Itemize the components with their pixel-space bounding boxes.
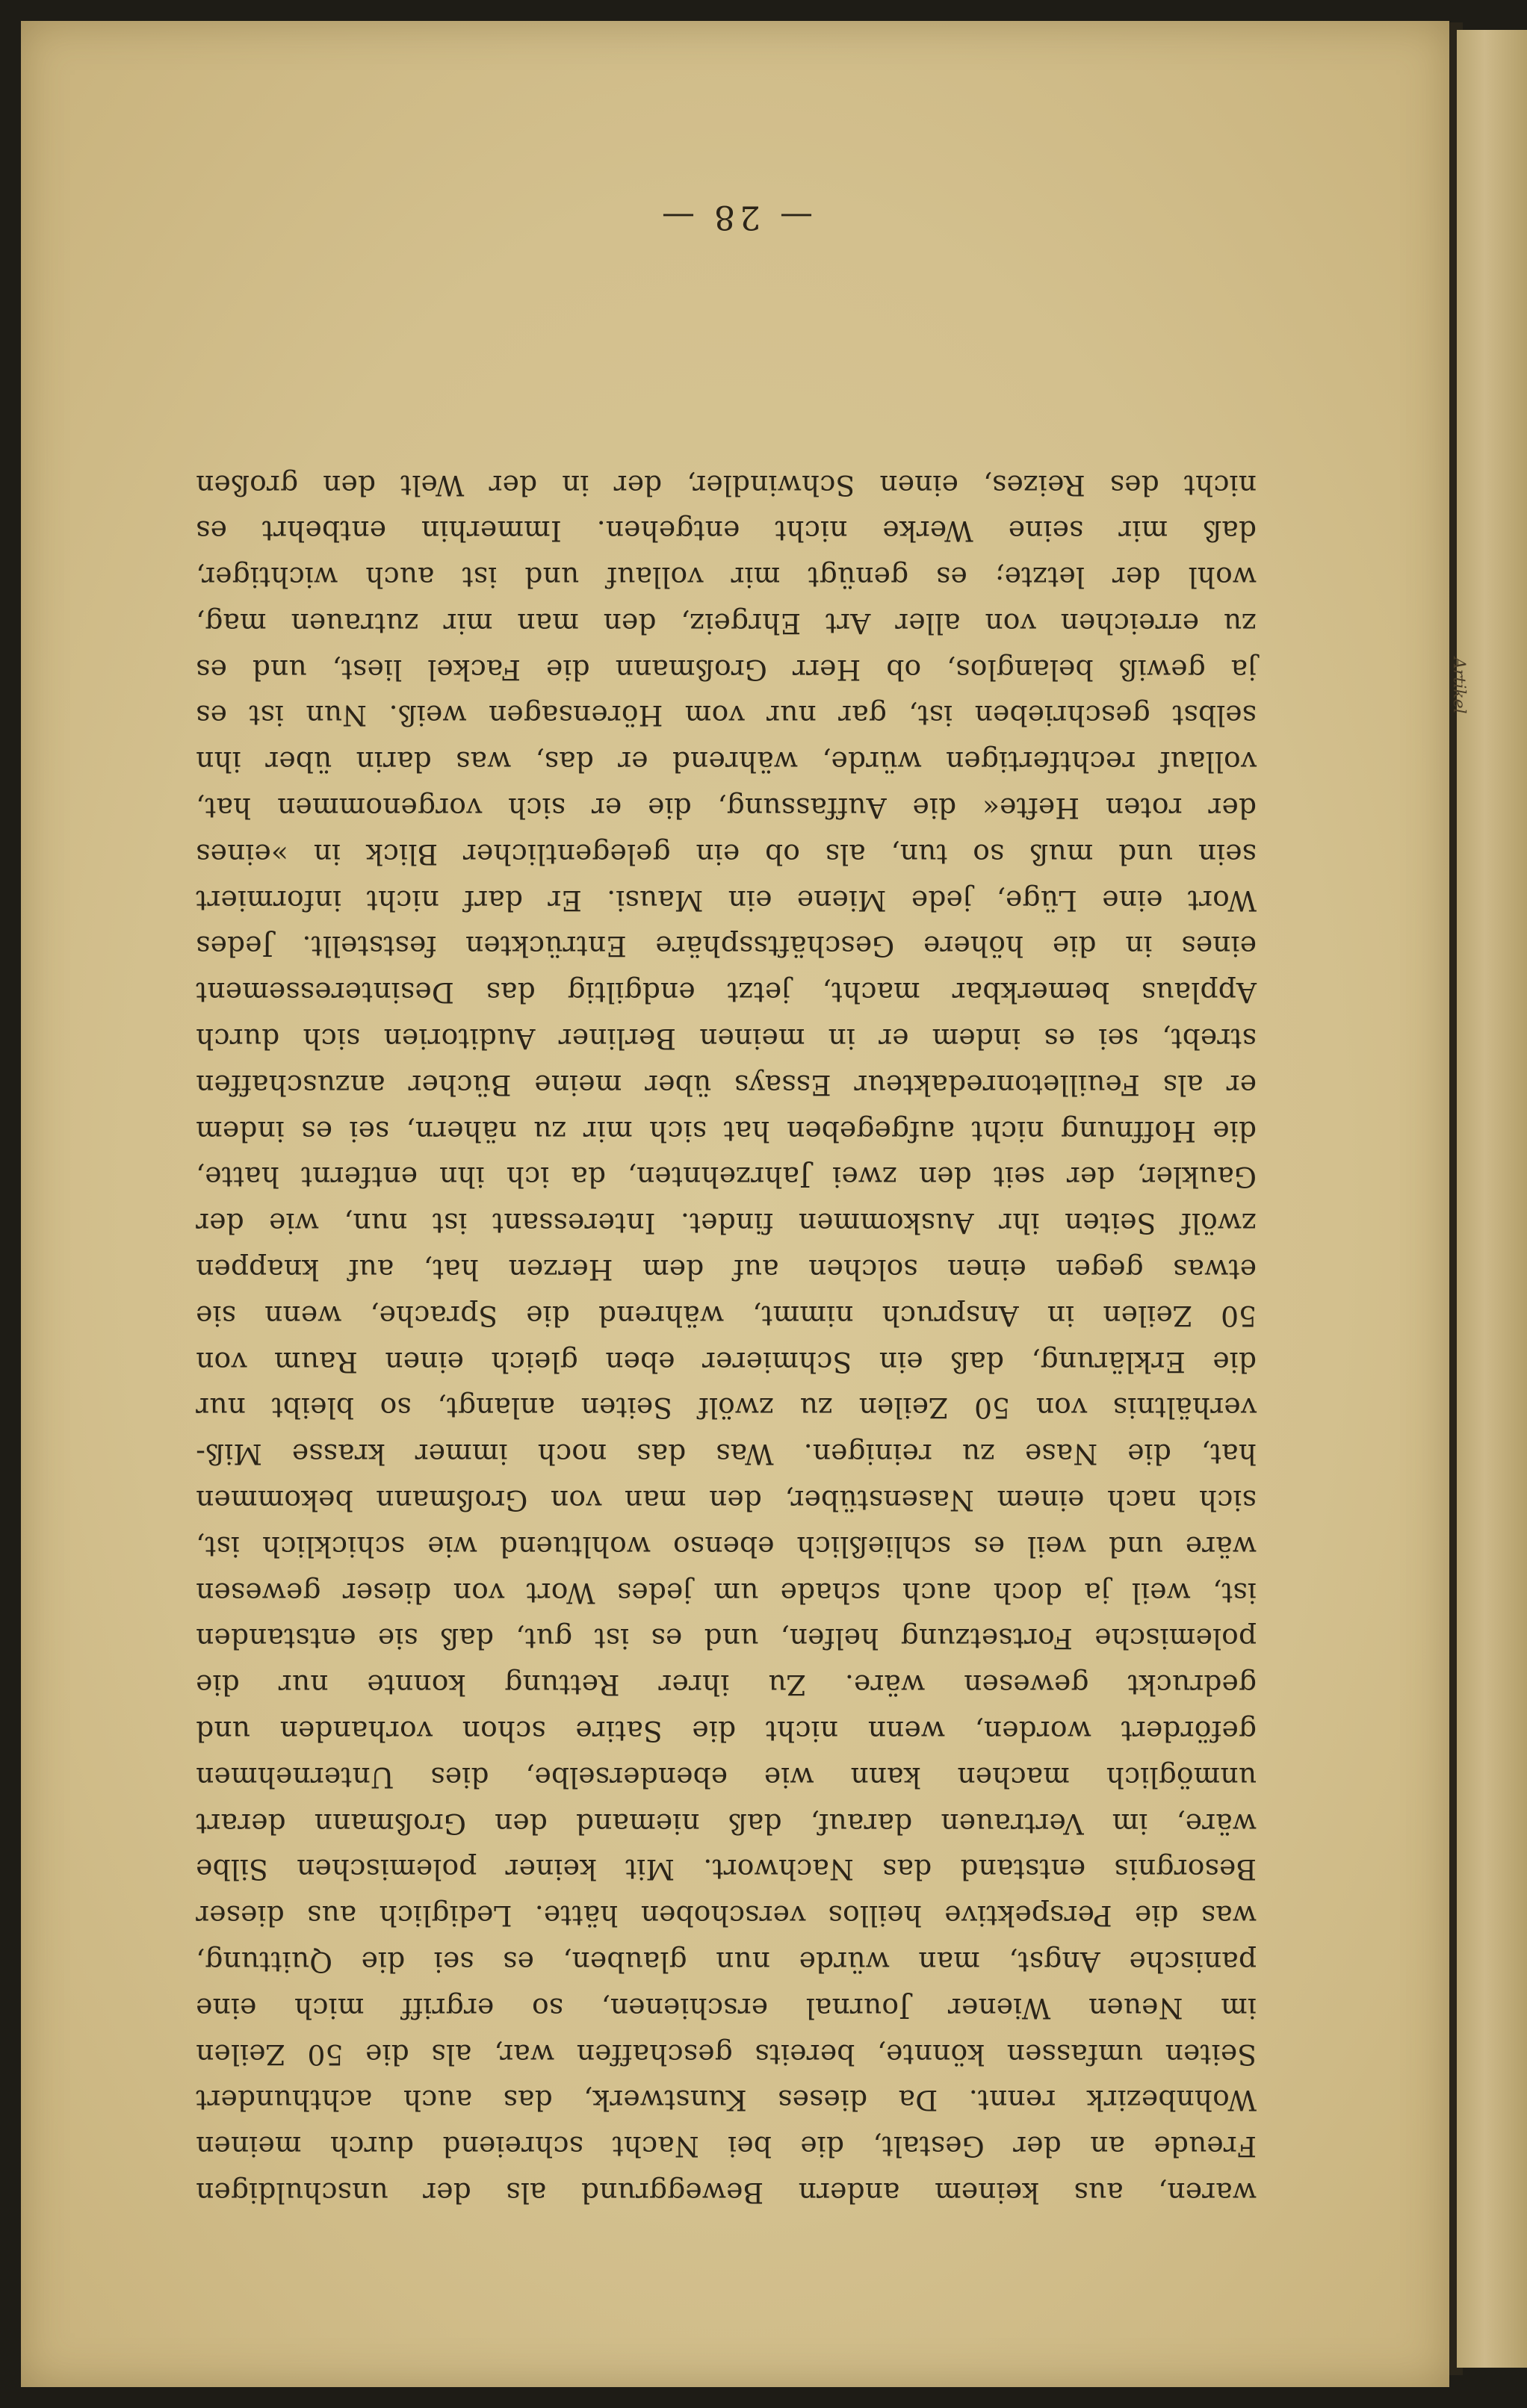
- text-line: die Erklärung, daß ein Schmierer eben gleich einen Raum von: [196, 1345, 1257, 1379]
- text-line: im Neuen Wiener Journal erschienen, so ergriff mich eine: [196, 1991, 1257, 2025]
- text-line: daß mir seine Werke nicht entgehen. Immerhin entbehrt es: [196, 515, 1257, 548]
- body-text: [196, 462, 1257, 2215]
- text-line: wäre und weil es schließlich ebenso wohltuend wie schicklich ist,: [196, 1530, 1257, 1563]
- text-line: nicht des Reizes, einen Schwindler, der in der Welt den großen: [196, 468, 1257, 502]
- text-line: er als Feuilletonredakteur Essays über meine Bücher anzuschaffen: [196, 1068, 1257, 1102]
- text-line: Wohnbezirk rennt. Da dieses Kunstwerk, das auch achthundert: [196, 2084, 1257, 2117]
- text-line: gedruckt gewesen wäre. Zu ihrer Rettung konnte nur die: [196, 1669, 1257, 1702]
- text-line: Applaus bemerkbar macht, jetzt endgiltig das Desinteressement: [196, 976, 1257, 1010]
- text-line: zu erreichen von aller Art Ehrgeiz, den man mir zutrauen mag,: [196, 606, 1257, 640]
- text-line: strebt, sei es indem er in meinen Berliner Auditorien sich durch: [196, 1023, 1257, 1056]
- text-line: verhältnis von 50 Zeilen zu zwölf Seiten anlangt, so bleibt nur: [196, 1391, 1257, 1425]
- next-page-edge: [1457, 30, 1527, 2368]
- text-line: panische Angst, man würde nun glauben, es sei die Quittung,: [196, 1946, 1257, 1979]
- text-line: vollauf rechtfertigen würde, während er das, was darin über ihn: [196, 745, 1257, 779]
- text-line: gefördert worden, wenn nicht die Satire schon vorhanden und: [196, 1715, 1257, 1748]
- book-page: [21, 21, 1449, 2387]
- text-line: 50 Zeilen in Anspruch nimmt, während die Sprache, wenn sie: [196, 1299, 1257, 1332]
- text-line: ist, weil ja doch auch schade um jedes Wort von dieser gewesen: [196, 1576, 1257, 1610]
- handwritten-margin-note: Artikel: [1449, 657, 1468, 714]
- text-line: etwas gegen einen solchen auf dem Herzen hat, auf knappen: [196, 1253, 1257, 1287]
- text-line: Wort eine Lüge, jede Miene ein Mausi. Er darf nicht informiert: [196, 884, 1257, 917]
- text-line: waren, aus keinem andern Beweggrund als der unschuldigen: [196, 2176, 1257, 2209]
- text-line: was die Perspektive heillos verschoben hätte. Lediglich aus dieser: [196, 1899, 1257, 1933]
- text-line: eines in die höhere Geschäftssphäre Entrückten feststellt. Jedes: [196, 930, 1257, 963]
- text-line: wäre, im Vertrauen darauf, daß niemand den Großmann derart: [196, 1807, 1257, 1840]
- text-line: Freude an der Gestalt, die bei Nacht schreiend durch meinen: [196, 2130, 1257, 2164]
- text-line: wohl der letzte; es genügt mir vollauf und ist auch wichtiger,: [196, 561, 1257, 595]
- text-line: polemische Fortsetzung helfen, und es ist gut, daß sie entstanden: [196, 1622, 1257, 1656]
- text-line: Besorgnis entstand das Nachwort. Mit keiner polemischen Silbe: [196, 1853, 1257, 1887]
- text-line: der roten Hefte« die Auffassung, die er sich vorgenommen hat,: [196, 792, 1257, 825]
- text-line: sein und muß so tun, als ob ein gelegentlicher Blick in »eines: [196, 837, 1257, 871]
- text-line: unmöglich machen kann wie ebenderselbe, dies Unternehmen: [196, 1760, 1257, 1794]
- page-number: — 28 —: [657, 198, 813, 236]
- text-line: die Hoffnung nicht aufgegeben hat sich mir zu nähern, sei es indem: [196, 1114, 1257, 1148]
- rotated-page-content: [21, 21, 1449, 2387]
- text-line: hat, die Nase zu reinigen. Was das noch immer krasse Miß-: [196, 1438, 1257, 1471]
- text-line: Gaukler, der seit den zwei Jahrzehnten, da ich ihn entfernt hatte,: [196, 1161, 1257, 1194]
- text-line: zwölf Seiten ihr Auskommen findet. Interessant ist nun, wie der: [196, 1207, 1257, 1241]
- text-line: Seiten umfassen könnte, bereits geschaffen war, als die 50 Zeilen: [196, 2038, 1257, 2071]
- text-line: selbst geschrieben ist, gar nur vom Hörensagen weiß. Nun ist es: [196, 699, 1257, 733]
- text-line: sich nach einem Nasenstüber, den man von Großmann bekommen: [196, 1484, 1257, 1518]
- text-line: ja gewiß belanglos, ob Herr Großmann die Fackel liest, und es: [196, 653, 1257, 686]
